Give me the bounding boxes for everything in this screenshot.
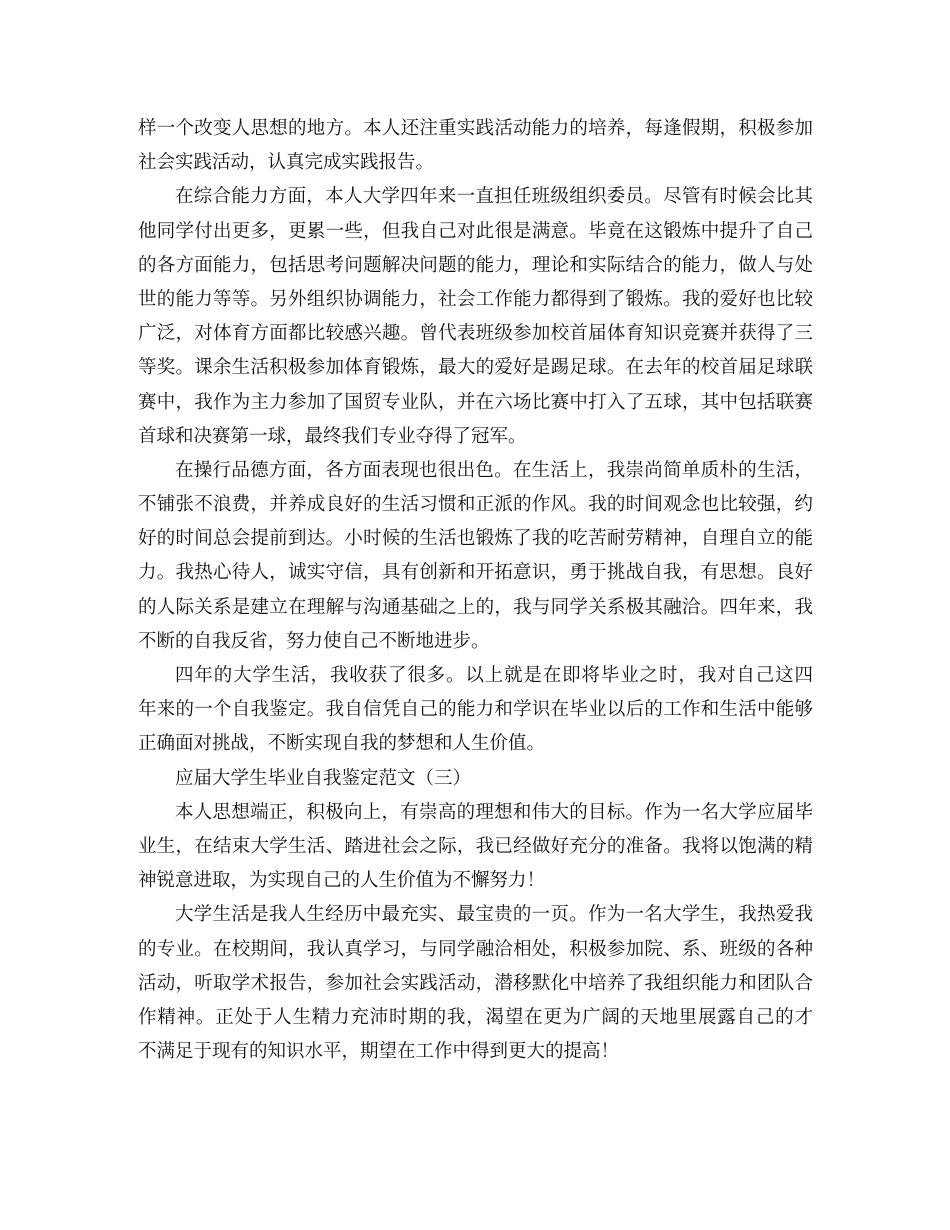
- text-line: 的专业。在校期间，我认真学习，与同学融洽相处，积极参加院、系、班级的各种: [138, 938, 813, 960]
- text-line: 本人思想端正，积极向上，有崇高的理想和伟大的目标。作为一名大学应届毕: [175, 801, 813, 823]
- text-line: 业生，在结束大学生活、踏进社会之际，我已经做好充分的准备。我将以饱满的精: [138, 835, 813, 857]
- text-line: 不断的自我反省，努力使自己不断地进步。: [138, 630, 490, 652]
- text-line: 活动，听取学术报告，参加社会实践活动，潜移默化中培养了我组织能力和团队合: [138, 972, 813, 994]
- text-line: 年来的一个自我鉴定。我自信凭自己的能力和学识在毕业以后的工作和生活中能够: [138, 699, 813, 721]
- document-body: [138, 112, 813, 1069]
- text-line: 他同学付出更多，更累一些，但我自己对此很是满意。毕竟在这锻炼中提升了自己: [138, 220, 813, 242]
- text-line: 应届大学生毕业自我鉴定范文（三）: [175, 767, 472, 789]
- text-line: 社会实践活动，认真完成实践报告。: [138, 152, 435, 174]
- text-line: 好的时间总会提前到达。小时候的生活也锻炼了我的吃苦耐劳精神，自理自立的能: [138, 528, 813, 550]
- text-line: 等奖。课余生活积极参加体育锻炼，最大的爱好是踢足球。在去年的校首届足球联: [138, 357, 813, 379]
- text-line: 大学生活是我人生经历中最充实、最宝贵的一页。作为一名大学生，我热爱我: [175, 904, 813, 926]
- text-line: 不满足于现有的知识水平，期望在工作中得到更大的提高！: [138, 1041, 620, 1063]
- text-line: 作精神。正处于人生精力充沛时期的我，渴望在更为广阔的天地里展露自己的才: [138, 1006, 813, 1028]
- text-line: 正确面对挑战，不断实现自我的梦想和人生价值。: [138, 733, 546, 755]
- text-line: 在操行品德方面，各方面表现也很出色。在生活上，我崇尚简单质朴的生活，: [175, 459, 813, 481]
- text-line: 不铺张不浪费，并养成良好的生活习惯和正派的作风。我的时间观念也比较强，约: [138, 494, 813, 516]
- text-line: 广泛，对体育方面都比较感兴趣。曾代表班级参加校首届体育知识竞赛并获得了三: [138, 323, 813, 345]
- text-line: 赛中，我作为主力参加了国贸专业队，并在六场比赛中打入了五球，其中包括联赛: [138, 391, 813, 413]
- text-line: 世的能力等等。另外组织协调能力，社会工作能力都得到了锻炼。我的爱好也比较: [138, 288, 813, 310]
- text-line: 样一个改变人思想的地方。本人还注重实践活动能力的培养，每逢假期，积极参加: [138, 118, 813, 139]
- text-line: 的各方面能力，包括思考问题解决问题的能力，理论和实际结合的能力，做人与处: [138, 254, 813, 276]
- text-line: 力。我热心待人，诚实守信，具有创新和开拓意识，勇于挑战自我，有思想。良好: [138, 562, 813, 584]
- text-line: 的人际关系是建立在理解与沟通基础之上的，我与同学关系极其融洽。四年来，我: [138, 596, 813, 618]
- text-line: 神锐意进取，为实现自己的人生价值为不懈努力！: [138, 870, 546, 892]
- text-line: 四年的大学生活，我收获了很多。以上就是在即将毕业之时，我对自己这四: [175, 665, 813, 686]
- text-line: 首球和决赛第一球，最终我们专业夺得了冠军。: [138, 425, 527, 447]
- text-line: 在综合能力方面，本人大学四年来一直担任班级组织委员。尽管有时候会比其: [175, 186, 813, 208]
